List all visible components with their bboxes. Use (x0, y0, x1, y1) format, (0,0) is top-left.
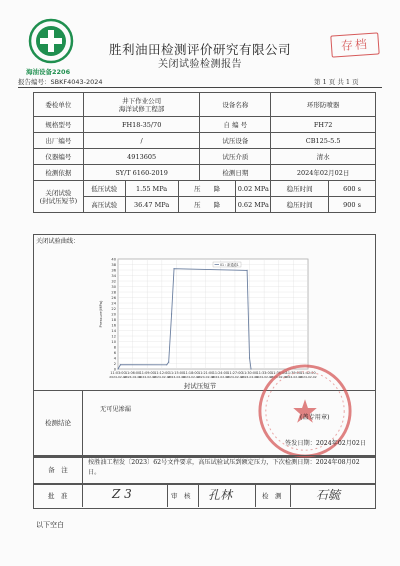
high-test-drop: 0.62 MPa (236, 197, 271, 213)
approve-signature: Z 3 (112, 487, 132, 501)
report-number (18, 77, 103, 86)
x-tick-date: 2024-02-02 (299, 375, 317, 379)
series-point (168, 362, 169, 363)
chart-caption: 封试压短节 (183, 382, 217, 390)
x-tick-label: 11:30:00 (241, 371, 258, 375)
inspect-signature: 石毓 (316, 488, 341, 502)
y-tick-label: 14 (111, 329, 116, 333)
footer-note: 以下空白 (36, 521, 64, 529)
sig-divider-5 (290, 483, 291, 507)
y-tick-label: 34 (111, 274, 116, 278)
report-number-value: SBKF4043-2024 (50, 78, 103, 86)
y-tick-label: 28 (111, 290, 116, 295)
x-tick-date: 2024-02-02 (270, 375, 288, 379)
medium-value: 清水 (271, 149, 376, 165)
date-label: 检测日期 (200, 165, 271, 181)
test-group-line1: 关闭试验 (45, 188, 72, 197)
y-axis-label: Pressure(MPa) (98, 300, 103, 328)
x-tick-label: 11:39:00 (285, 371, 302, 375)
equip-value: CB125-5.5 (271, 133, 376, 149)
medium-label: 试压介质 (200, 149, 271, 165)
y-tick-label: 12 (111, 334, 116, 339)
conclusion-divider (82, 390, 83, 455)
x-tick-label: 11:18:00 (183, 371, 199, 375)
low-test-pressure: 1.55 MPa (125, 181, 178, 197)
self-no-label: 自 编 号 (200, 117, 271, 133)
y-tick-label: 8 (113, 345, 116, 350)
x-tick-label: 11:03:00 (110, 371, 126, 375)
page-info: 第 1 页 共 1 页 (314, 78, 359, 86)
model-label: 规格型号 (34, 117, 84, 133)
remark-divider (82, 455, 83, 483)
x-tick-date: 2024-02-02 (109, 375, 127, 379)
equip-label: 试压设备 (200, 133, 271, 149)
sig-divider-3 (198, 483, 199, 507)
series-point (171, 313, 172, 314)
inspect-label: 检 测 (262, 492, 282, 500)
factory-no-value: / (83, 133, 200, 149)
model-value: FH18-35/70 (83, 117, 200, 133)
x-tick-date: 2024-02-02 (182, 375, 200, 379)
client-line1: 井下作业公司 (122, 96, 162, 105)
device-name-value: 环形防喷器 (271, 93, 376, 117)
x-tick-label: 11:24:00 (212, 371, 228, 375)
series-point (120, 364, 121, 365)
device-name-label: 设备名称 (200, 93, 271, 117)
x-tick-date: 2024-02-02 (196, 375, 215, 379)
client-value (83, 93, 200, 117)
x-tick-date: 2024-02-02 (284, 375, 303, 379)
high-test-pressure: 36.47 MPa (125, 197, 178, 213)
y-tick-label: 32 (111, 279, 116, 284)
remark-text: 按胜油工程发〔2023〕62号文件要求，高压试验试压到额定压力，下次检测日期：2024年08月02日。 (88, 459, 360, 476)
y-tick-label: 30 (111, 285, 116, 289)
y-tick-label: 0 (113, 367, 116, 372)
high-drop-label: 压 降 (178, 197, 236, 213)
approve-label: 批 准 (48, 492, 68, 500)
low-test-drop: 0.02 MPa (236, 181, 271, 197)
x-tick-label: 11:27:00 (227, 371, 243, 375)
y-tick-label: 22 (111, 307, 116, 311)
x-tick-date: 2024-02-02 (138, 375, 156, 379)
y-tick-label: 4 (113, 356, 116, 361)
x-tick-label: 11:36:00 (271, 371, 287, 375)
sig-divider-4 (255, 483, 256, 507)
y-tick-label: 36 (111, 268, 116, 273)
x-tick-label: 11:09:00 (139, 371, 155, 375)
series-point (166, 364, 167, 365)
series-point (117, 368, 118, 369)
archive-stamp: 存档 (330, 32, 379, 57)
seal-note: (盖专用章) (300, 414, 330, 421)
y-tick-label: 26 (111, 296, 116, 300)
y-tick-label: 40 (111, 257, 116, 262)
x-tick-date: 2024-02-02 (211, 375, 230, 379)
legend-label: 01 : 新通道1 (220, 262, 239, 267)
instrument-value: 4913605 (83, 149, 200, 165)
series-point (247, 270, 248, 271)
client-line2: 海洋试修工程部 (118, 104, 165, 113)
x-tick-label: 11:21:00 (198, 371, 214, 375)
x-tick-label: 11:12:00 (154, 371, 170, 375)
high-test-hold: 900 s (329, 197, 376, 213)
x-tick-label: 11:33:00 (256, 371, 272, 375)
basis-label: 检测依据 (34, 165, 84, 181)
report-number-label: 报告编号： (18, 78, 51, 86)
series-point (250, 368, 251, 369)
header-divider (18, 87, 382, 88)
issue-date: 签发日期：2024年02月02日 (285, 440, 366, 447)
review-signature: 孔林 (208, 488, 233, 502)
low-hold-label: 稳压时间 (271, 181, 329, 197)
x-tick-date: 2024-02-02 (153, 375, 171, 379)
y-tick-label: 16 (111, 323, 116, 328)
test-group-line2: (封试压短节) (39, 196, 78, 205)
instrument-label: 仪器编号 (34, 149, 84, 165)
high-hold-label: 稳压时间 (271, 197, 329, 213)
conclusion-label: 检测结论 (45, 419, 71, 427)
client-label: 委检单位 (34, 93, 84, 117)
high-test-name: 高压试验 (83, 197, 125, 213)
sig-divider-1 (82, 483, 83, 507)
series-point (249, 357, 250, 358)
factory-no-label: 出厂编号 (34, 133, 84, 149)
y-tick-label: 24 (111, 301, 116, 306)
series-point (173, 268, 174, 269)
test-group-label (34, 181, 84, 213)
self-no-value: FH72 (271, 117, 376, 133)
x-tick-date: 2024-02-02 (167, 375, 186, 379)
x-tick-date: 2024-02-02 (240, 375, 259, 379)
info-table (33, 92, 376, 213)
x-tick-date: 2024-02-02 (226, 375, 244, 379)
x-tick-date: 2024-02-02 (123, 375, 142, 379)
x-tick-label: 11:15:00 (168, 371, 185, 375)
org-title: 胜利油田检测评价研究有限公司 (108, 42, 291, 57)
y-tick-label: 20 (111, 312, 116, 317)
x-tick-label: 11:06:00 (124, 371, 141, 375)
y-tick-label: 38 (111, 263, 116, 267)
y-tick-label: 18 (111, 318, 116, 322)
logo-code: 海油设备2206 (26, 68, 71, 76)
x-tick-label: 11:42:00 (300, 371, 316, 375)
review-label: 审 核 (171, 492, 191, 500)
x-tick-date: 2024-02-02 (255, 375, 273, 379)
report-title: 关闭试验检测报告 (158, 59, 242, 70)
curve-label: 关闭试验曲线： (36, 238, 80, 245)
sig-divider-2 (167, 483, 168, 507)
date-value: 2024年02月02日 (271, 165, 376, 181)
remark-label: 备 注 (48, 466, 68, 474)
basis-value: SY/T 6160-2019 (83, 165, 200, 181)
low-drop-label: 压 降 (178, 181, 236, 197)
y-tick-label: 6 (113, 351, 116, 355)
conclusion-text: 无可见渗漏 (100, 406, 131, 413)
y-tick-label: 2 (113, 362, 116, 366)
y-tick-label: 10 (111, 340, 116, 344)
low-test-hold: 600 s (329, 181, 376, 197)
low-test-name: 低压试验 (83, 181, 125, 197)
